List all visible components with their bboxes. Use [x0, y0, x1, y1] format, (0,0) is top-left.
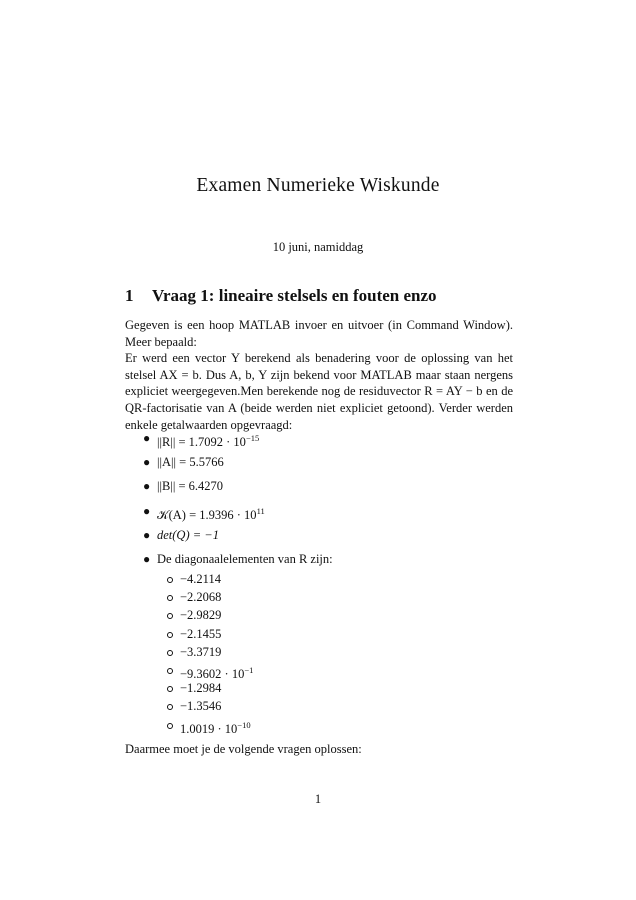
intro-text	[125, 317, 513, 433]
closing-text: Daarmee moet je de volgende vragen oplossen:	[125, 742, 362, 756]
values-list	[143, 426, 503, 571]
list-item: −1.2984	[167, 679, 253, 697]
list-item: −3.3719	[167, 643, 253, 661]
page-number: 1	[314, 792, 322, 806]
circle-bullet-icon	[167, 650, 173, 656]
circle-bullet-icon	[167, 668, 173, 674]
circle-bullet-icon	[167, 723, 173, 729]
bullet-icon: ●	[143, 503, 151, 518]
document-title: Examen Numerieke Wiskunde	[196, 175, 440, 196]
list-item: ● $||R|| = 1.7092 \cdot 10^{-15}$	[143, 426, 503, 450]
circle-bullet-icon	[167, 613, 173, 619]
list-item: $1.0019 \cdot 10^{-10}$	[167, 716, 253, 734]
document-date: 10 juni, namiddag	[272, 240, 364, 254]
diagonal-elements-list	[167, 570, 253, 734]
circle-bullet-icon	[167, 595, 173, 601]
section-title: Vraag 1: lineaire stelsels en fouten enzo	[152, 286, 437, 305]
list-item: $-9.3602 \cdot 10^{-1}$	[167, 661, 253, 679]
circle-bullet-icon	[167, 577, 173, 583]
bullet-icon: ●	[143, 455, 151, 470]
list-item: −2.1455	[167, 625, 253, 643]
list-item: −2.2068	[167, 588, 253, 606]
intro-paragraph-2: Er werd een vector Y berekend als benadering voor de oplossing van het stelsel AX = b. Dus A, b, Y zijn bekend voor MATLAB maar staan nergens expliciet weergegeven.Men berekende nog de residuvector R = AY − b en de QR-factorisatie van A (beide werden niet expliciet getoond). Verder werden enkele getalwaarden opgevraagd:	[125, 351, 513, 432]
list-item: ● 𝒦(A) = $1.9396 \cdot 10^{11}$	[143, 499, 503, 523]
bullet-icon: ●	[143, 527, 151, 542]
section-heading	[125, 286, 437, 306]
section-number: 1	[125, 286, 134, 305]
list-item: ● ||A|| = 5.5766	[143, 450, 503, 474]
list-item: −2.9829	[167, 606, 253, 624]
intro-paragraph-1: Gegeven is een hoop MATLAB invoer en uitvoer (in Command Window). Meer bepaald:	[125, 318, 513, 349]
list-item: −1.3546	[167, 697, 253, 715]
list-item: ● De diagonaalelementen van R zijn:	[143, 547, 503, 571]
bullet-icon: ●	[143, 431, 151, 445]
list-item: ● ||B|| = 6.4270	[143, 474, 503, 498]
list-item: ● det(Q) = −1	[143, 523, 503, 547]
bullet-icon: ●	[143, 551, 151, 566]
list-item: −4.2114	[167, 570, 253, 588]
bullet-icon: ●	[143, 479, 151, 494]
circle-bullet-icon	[167, 704, 173, 710]
circle-bullet-icon	[167, 686, 173, 692]
circle-bullet-icon	[167, 632, 173, 638]
